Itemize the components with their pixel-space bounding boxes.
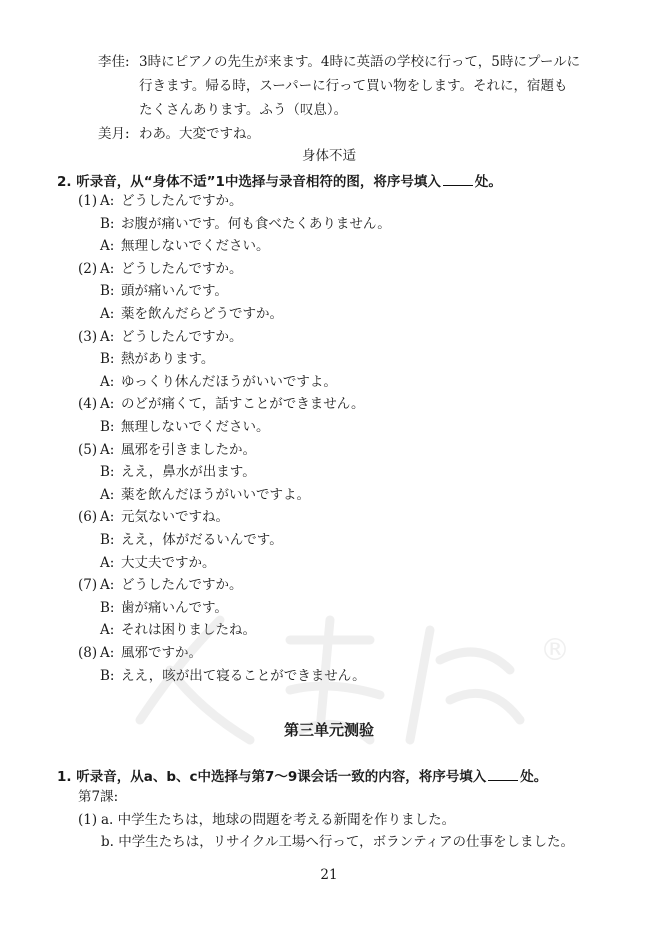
speaker-label: A:	[100, 622, 115, 639]
dialogue-text: どうしたんですか。	[121, 328, 243, 345]
question-1	[57, 765, 547, 785]
speaker-label: B:	[100, 532, 115, 548]
answer-blank	[443, 173, 473, 186]
dialogue-text: お腹が痛いです。何も食べたくありません。	[121, 215, 391, 232]
dialogue-text: 歯が痛いんです。	[121, 599, 228, 616]
speaker-label: A:	[100, 441, 115, 458]
dialogue-text: どうしたんですか。	[121, 577, 243, 594]
dialogue-text: 薬を飲んだらどうですか。	[121, 306, 283, 322]
dialogue-text: 大丈夫ですか。	[121, 554, 216, 571]
dialogue-text: 無理しないでください。	[121, 419, 270, 435]
question-1-prefix: 1. 听录音，从a、b、c中选择与第7～9课会话一致的内容，将序号填入	[57, 769, 487, 785]
section-title: 身体不适	[302, 148, 356, 164]
speaker-label: A:	[100, 238, 115, 255]
question-2-prefix: 2. 听录音，从“身体不适”1中选择与录音相符的图，将序号填入	[57, 174, 441, 190]
dialogue-text: 風邪ですか。	[121, 645, 202, 661]
dialogue-text: 頭が痛いんです。	[121, 283, 228, 300]
dialogue-text: ええ，体がだるいんです。	[121, 532, 283, 548]
dialogue-text: ええ，咳が出て寝ることができません。	[121, 667, 366, 684]
item-number: (2)	[78, 260, 98, 277]
dialogue-text: 薬を飲んだほうがいいですよ。	[121, 486, 310, 503]
option-number: (1)	[78, 812, 98, 828]
speaker-label: A:	[100, 260, 115, 277]
dialogue-text: どうしたんですか。	[121, 193, 243, 209]
speaker-label: A:	[100, 554, 115, 571]
item-number: (7)	[78, 577, 98, 594]
dialogue-line: たくさんあります。ふう（叹息）。	[139, 102, 348, 118]
dialogue-text: ゆっくり休んだほうがいいですよ。	[121, 373, 337, 390]
speaker-meiyue: 美月:	[98, 126, 130, 142]
item-number: (3)	[78, 328, 98, 345]
speaker-label: B:	[100, 419, 115, 435]
dialogue-text: のどが痛くて，話すことができません。	[121, 396, 365, 413]
dialogue-text: ええ，鼻水が出ます。	[121, 464, 256, 481]
dialogue-text: 無理しないでください。	[121, 238, 270, 255]
speaker-label: A:	[100, 396, 115, 413]
answer-blank	[488, 768, 518, 781]
item-number: (1)	[78, 193, 98, 209]
speaker-label: B:	[100, 215, 115, 232]
option-a: a. 中学生たちは，地球の問題を考える新聞を作りました。	[101, 812, 456, 828]
dialogue-text: それは困りましたね。	[121, 622, 256, 639]
speaker-label: A:	[100, 486, 115, 503]
question-2-suffix: 处。	[474, 174, 502, 190]
dialogue-text: 元気ないですね。	[121, 509, 229, 526]
speaker-label: A:	[100, 306, 115, 322]
question-1-suffix: 处。	[520, 769, 548, 785]
dialogue-line: わあ。大変ですね。	[139, 126, 260, 142]
lesson-label: 第7課:	[78, 789, 119, 805]
speaker-label: A:	[100, 193, 115, 209]
speaker-label: B:	[100, 351, 115, 368]
speaker-label: B:	[100, 599, 115, 616]
speaker-label: A:	[100, 577, 115, 594]
dialogue-text: 熱があります。	[121, 351, 215, 368]
speaker-label: A:	[100, 328, 115, 345]
question-2	[57, 170, 502, 190]
item-number: (6)	[78, 509, 98, 526]
speaker-label: A:	[100, 509, 115, 526]
speaker-label: A:	[100, 645, 115, 661]
speaker-label: B:	[100, 667, 115, 684]
option-b: b. 中学生たちは，リサイクル工場へ行って，ボランティアの仕事をしました。	[101, 834, 574, 850]
dialogue-text: 風邪を引きましたか。	[121, 441, 256, 458]
item-number: (8)	[78, 645, 98, 661]
speaker-label: B:	[100, 283, 115, 300]
unit-test-title: 第三单元测验	[283, 721, 374, 739]
dialogue-line: 行きます。帰る時，スーパーに行って買い物をします。それに，宿題も	[139, 78, 568, 94]
speaker-lijia: 李佳:	[98, 54, 130, 70]
item-number: (4)	[78, 396, 98, 413]
item-number: (5)	[78, 441, 98, 458]
dialogue-text: どうしたんですか。	[121, 260, 243, 277]
speaker-label: A:	[100, 373, 115, 390]
page-number: 21	[320, 867, 338, 883]
registered-mark: ®	[540, 633, 570, 668]
dialogue-line: 3時にピアノの先生が来ます。4時に英語の学校に行って，5時にプールに	[139, 54, 581, 70]
speaker-label: B:	[100, 464, 115, 481]
